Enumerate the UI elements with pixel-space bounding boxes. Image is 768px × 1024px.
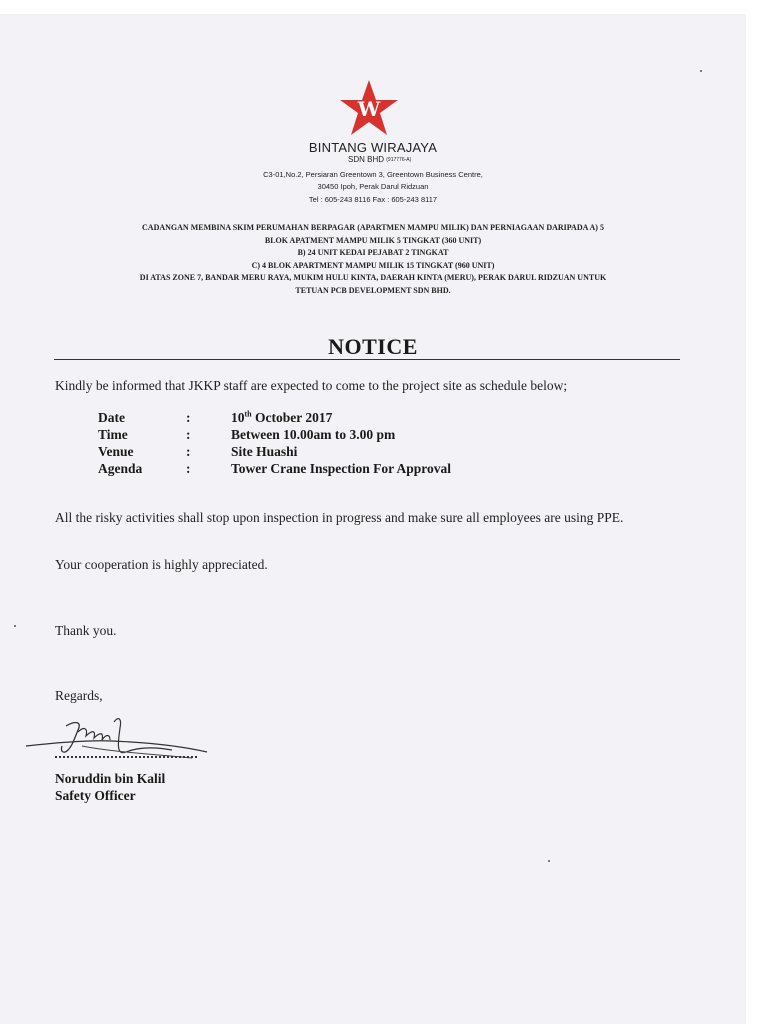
signer-name: Noruddin bin Kalil: [55, 771, 166, 786]
project-description: [0, 222, 746, 297]
colon: :: [186, 427, 191, 442]
colon: :: [186, 444, 191, 459]
title-divider: [54, 359, 680, 360]
company-sdn-bhd: [348, 155, 411, 164]
date-suffix: th: [244, 409, 252, 419]
contact-line: Tel : 605-243 8116 Fax : 605-243 8117: [308, 195, 438, 204]
project-line-3: B) 24 UNIT KEDAI PEJABAT 2 TINGKAT: [297, 248, 449, 257]
address-line-2: 30450 Ipoh, Perak Darul Ridzuan: [317, 182, 429, 191]
agenda-value: Tower Crane Inspection For Approval: [231, 461, 452, 476]
schedule-row-time: [98, 426, 451, 443]
registration-number: (917776-A): [386, 156, 412, 163]
colon: :: [186, 410, 191, 425]
date-day: 10: [231, 410, 245, 425]
project-line-2: BLOK APATMENT MAMPU MILIK 5 TINGKAT (360 UNIT): [264, 235, 482, 245]
closing-regards: Regards,: [55, 688, 103, 703]
scan-speck: [548, 860, 550, 862]
risk-statement: All the risky activities shall stop upon inspection in progress and make sure all employees are using PPE.: [55, 510, 624, 525]
scan-speck: [14, 625, 16, 627]
date-month-year: October 2017: [251, 410, 333, 425]
project-line-5: DI ATAS ZONE 7, BANDAR MERU RAYA, MUKIM HULU KINTA, DAERAH KINTA (MERU), PERAK DARUL RIDZUAN UNTUK: [139, 273, 607, 282]
company-logo-star: [338, 78, 400, 138]
project-line-4: C) 4 BLOK APARTMENT MAMPU MILIK 15 TINGKAT (960 UNIT): [251, 260, 495, 270]
notice-title: NOTICE: [328, 334, 418, 359]
colon: :: [186, 461, 191, 476]
company-name: BINTANG WIRAJAYA: [308, 140, 438, 155]
thank-you-line: Thank you.: [55, 623, 117, 638]
signature-line: [55, 756, 197, 760]
time-value: Between 10.00am to 3.00 pm: [231, 427, 396, 442]
venue-value: Site Huashi: [231, 444, 298, 459]
intro-paragraph: Kindly be informed that JKKP staff are expected to come to the project site as schedule below;: [55, 378, 568, 393]
sdn-bhd-text: SDN BHD: [348, 155, 385, 164]
address-line-1: C3-01,No.2, Persiaran Greentown 3, Greentown Business Centre,: [263, 170, 483, 179]
date-value: [231, 409, 332, 426]
schedule-row-date: [98, 409, 451, 426]
date-label: Date: [98, 410, 125, 425]
signer-title: Safety Officer: [55, 788, 136, 803]
time-label: Time: [98, 427, 128, 442]
venue-label: Venue: [98, 444, 134, 459]
project-line-6: TETUAN PCB DEVELOPMENT SDN BHD.: [295, 285, 451, 295]
schedule-row-agenda: [98, 460, 451, 477]
signer-block: [55, 770, 165, 804]
schedule-row-venue: [98, 443, 451, 460]
agenda-label: Agenda: [98, 461, 143, 476]
scan-speck: [700, 70, 702, 72]
logo-letter: W: [357, 97, 381, 121]
schedule-table: [98, 409, 451, 477]
project-line-1: CADANGAN MEMBINA SKIM PERUMAHAN BERPAGAR (APARTMEN MAMPU MILIK) DAN PERNIAGAAN DARIPADA A) 5: [142, 223, 604, 232]
cooperation-line: Your cooperation is highly appreciated.: [55, 557, 268, 572]
